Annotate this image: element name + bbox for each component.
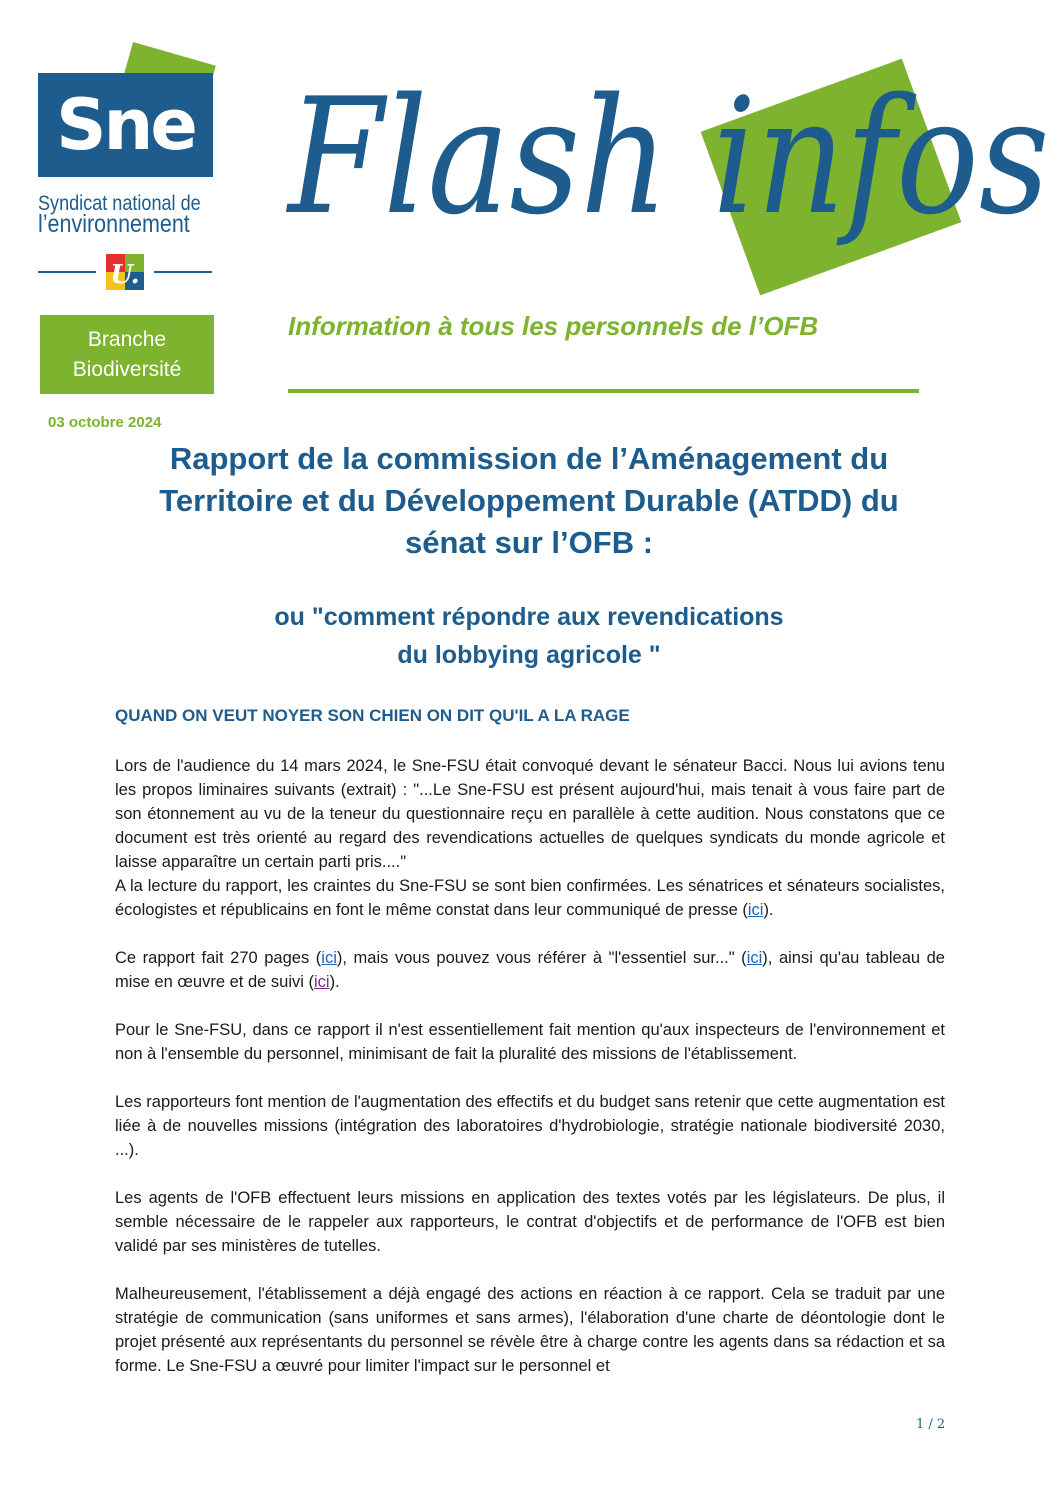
- organization-name-line2: l’environnement: [38, 210, 190, 238]
- logo-text: Sne: [56, 84, 195, 166]
- organization-name-line1: Syndicat national de: [38, 192, 201, 215]
- subtitle-rule: [288, 389, 919, 393]
- union-logo-icon: [106, 254, 144, 290]
- document-title-line3: sénat sur l’OFB :: [404, 525, 654, 560]
- paragraph-7: Malheureusement, l'établissement a déjà engagé des actions en réaction à ce rapport. Cela se traduit par une stratégie de communication (sans uniformes et sans armes), l'élaboration d'une charte de déontologie dont le projet présenté aux représentants du personnel se révèle être à charge contre les agents dans sa rédaction et sa forme. Le Sne-FSU a œuvré pour limiter l'impact sur le personnel et: [115, 1285, 945, 1375]
- branch-line1: Branche: [87, 327, 167, 351]
- publication-date: 03 octobre 2024: [48, 414, 162, 431]
- logo-divider-right: [154, 271, 212, 273]
- page-number: 1 / 2: [916, 1417, 946, 1432]
- paragraph-2-end: ).: [763, 901, 774, 919]
- summary-link[interactable]: ici: [746, 949, 763, 967]
- document-title: [100, 438, 958, 564]
- paragraph-3: [115, 946, 945, 994]
- branch-line2: Biodiversité: [72, 357, 182, 381]
- branch-label: [40, 315, 214, 394]
- document-subtitle-line2: du lobbying agricole ": [397, 641, 661, 669]
- paragraph-3-text-a: Ce rapport fait 270 pages (: [115, 949, 322, 967]
- paragraph-2: [115, 874, 945, 922]
- organization-name: [38, 192, 201, 238]
- tracking-table-link[interactable]: ici: [313, 973, 330, 991]
- document-subtitle-line1: ou "comment répondre aux revendications: [274, 603, 784, 631]
- press-release-link[interactable]: ici: [747, 901, 764, 919]
- full-report-link[interactable]: ici: [321, 949, 337, 967]
- paragraph-1: Lors de l'audience du 14 mars 2024, le Sne-FSU était convoqué devant le sénateur Bacci. Nous lui avions tenu les propos liminaires suivants (extrait) : "...Le Sne-FSU est présent aujourd'hui, mais tenait à vous faire part de son étonnement au vu de la teneur du questionnaire reçu en parallèle à cette audition. Nous constatons que ce document est très orienté au regard des revendications actuelles de quelques syndicats du monde agricole et laisse apparaître un certain parti pris....": [115, 757, 945, 871]
- masthead-title: Flash infos: [288, 63, 1050, 250]
- paragraph-5: Les rapporteurs font mention de l'augmentation des effectifs et du budget sans retenir que cette augmentation est liée à de nouvelles missions (intégration des laboratoires d'hydrobiologie, stratégie nationale biodiversité 2030, ...).: [115, 1093, 945, 1159]
- logo-divider-left: [38, 271, 96, 273]
- paragraph-6: Les agents de l'OFB effectuent leurs missions en application des textes votés par les législateurs. De plus, il semble nécessaire de le rappeler aux rapporteurs, le contrat d'objectifs et de performance de l'OFB est bien validé par ses ministères de tutelles.: [115, 1189, 945, 1255]
- paragraph-3-text-b: ), mais vous pouvez vous référer à "l'essentiel sur..." (: [336, 949, 747, 967]
- paragraph-3-end: ).: [329, 973, 340, 991]
- document-subtitle: [100, 598, 958, 674]
- paragraph-3-text-c: ), ainsi qu'au tableau de mise en œuvre et de suivi (: [115, 949, 945, 991]
- document-title-line1: Rapport de la commission de l’Aménagement du: [169, 441, 889, 476]
- masthead-subtitle: Information à tous les personnels de l’OFB: [288, 311, 819, 341]
- document-title-line2: Territoire et du Développement Durable (ATDD) du: [159, 483, 899, 518]
- paragraph-2-text: A la lecture du rapport, les craintes du Sne-FSU se sont bien confirmées. Les sénatrices et sénateurs socialistes, écologistes et républicains en font le même constat dans leur communiqué de presse (: [115, 877, 945, 919]
- article-body: [115, 754, 945, 1402]
- union-logo-text: U.: [110, 260, 140, 290]
- paragraph-4: Pour le Sne-FSU, dans ce rapport il n'est essentiellement fait mention qu'aux inspecteurs de l'environnement et non à l'ensemble du personnel, minimisant de fait la pluralité des missions de l'établissement.: [115, 1021, 945, 1063]
- section-title: QUAND ON VEUT NOYER SON CHIEN ON DIT QU'IL A LA RAGE: [115, 706, 630, 725]
